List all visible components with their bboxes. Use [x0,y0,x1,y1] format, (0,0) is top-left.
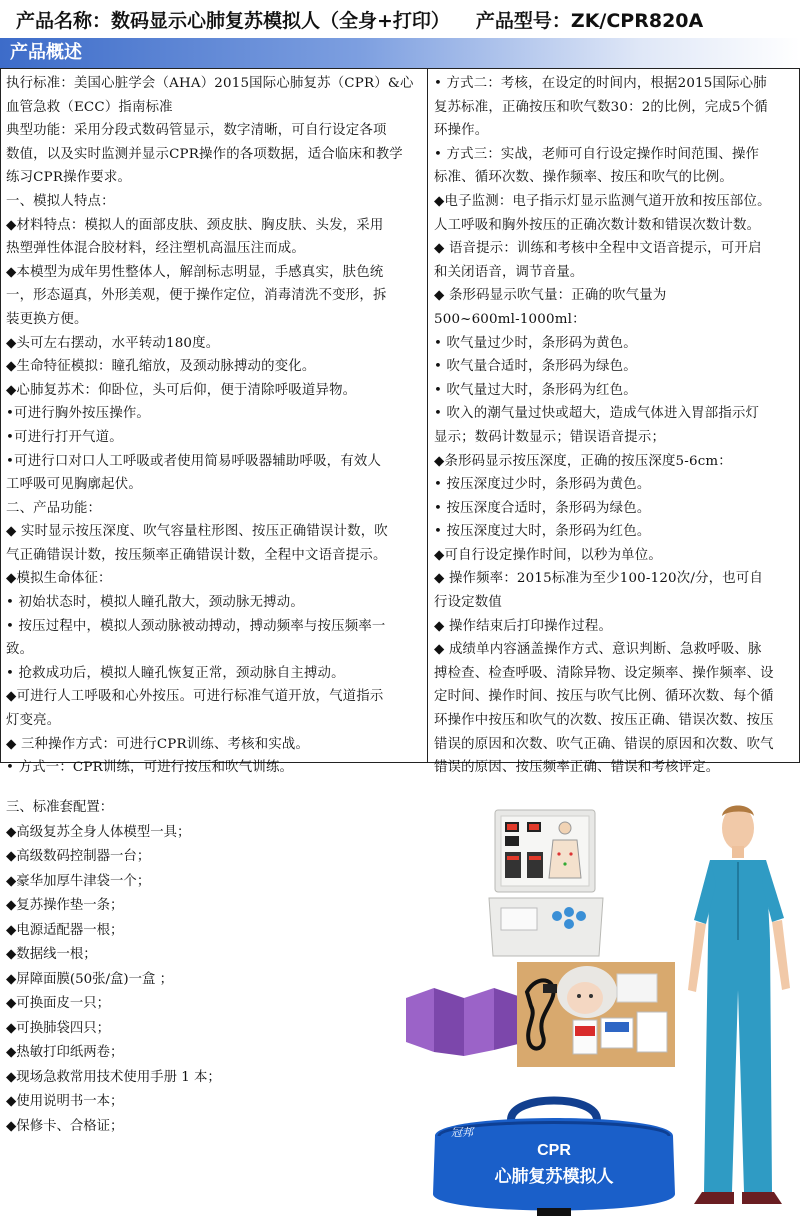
overview-right-line-0: • 方式二：考核，在设定的时间内，根据2015国际心肺 [434,76,767,91]
product-model: 产品型号：ZK/CPR820A [475,10,704,32]
overview-right-line-17: • 按压深度过少时，条形码为黄色。 [434,477,651,493]
accessories-image [517,962,675,1067]
digital-controller-image [487,808,605,958]
overview-right-line-16: ◆条形码显示按压深度，正确的按压深度5-6cm： [434,453,732,469]
overview-left-line-28: ◆ 三种操作方式：可进行CPR训练、考核和实战。 [6,736,310,752]
config-item-1: ◆高级复苏全身人体模型一具； [6,824,191,840]
overview-left-line-8: ◆本模型为成年男性整体人，解剖标志明显，手感真实，肤色统 [6,264,384,280]
overview-left-line-14: •可进行胸外按压操作。 [6,406,151,422]
overview-left-line-19: ◆ 实时显示按压深度、吹气容量柱形图、按压正确错误计数，吹 [6,524,388,540]
overview-right-line-24: ◆ 成绩单内容涵盖操作方式、意识判断、急救呼吸、脉 [434,642,762,658]
overview-left-line-26: ◆可进行人工呼吸和心外按压。可进行标准气道开放，气道指示 [6,689,384,705]
overview-left-line-1: 血管急救（ECC）指南标准 [6,99,173,115]
overview-right-line-10: 500~600ml-1000ml： [434,311,586,327]
overview-left-line-11: ◆头可左右摆动，水平转动180度。 [6,335,220,351]
overview-right-line-27: 环操作中按压和吹气的次数、按压正确、错误次数、按压 [434,713,774,729]
config-item-8: ◆可换面皮一只； [6,996,111,1011]
overview-left-line-7: 热塑弹性体混合胶材料，经注塑机高温压注而成。 [6,241,305,257]
config-item-6: ◆数据线一根； [6,947,97,962]
overview-right-line-13: • 吹气量过大时，条形码为红色。 [434,382,637,398]
overview-left-line-6: ◆材料特点：模拟人的面部皮肤、颈皮肤、胸皮肤、头发，采用 [6,217,384,233]
overview-right-line-12: • 吹气量合适时，条形码为绿色。 [434,359,637,375]
overview-right-line-29: 错误的原因、按压频率正确、错误和考核评定。 [434,760,720,776]
overview-left-line-12: ◆生命特征模拟：瞳孔缩放，及颈动脉搏动的变化。 [6,359,316,375]
overview-left-line-24: 致。 [6,642,34,658]
full-body-manikin-image [680,800,798,1210]
config-item-5: ◆电源适配器一根； [6,922,124,938]
product-name: 产品名称：数码显示心肺复苏模拟人（全身+打印） [16,10,450,32]
overview-left-line-25: • 抢救成功后，模拟人瞳孔恢复正常，颈动脉自主搏动。 [6,665,345,681]
overview-right-line-19: • 按压深度过大时，条形码为红色。 [434,524,651,540]
overview-left-line-21: ◆模拟生命体征： [6,571,112,587]
section-header-overview [0,38,800,68]
overview-left-line-18: 二、产品功能： [6,500,102,516]
overview-left-column [6,72,423,780]
overview-left-line-5: 一、模拟人特点： [6,193,115,209]
overview-left-line-4: 练习CPR操作要求。 [6,170,132,186]
overview-right-line-18: • 按压深度合适时，条形码为绿色。 [434,500,651,516]
overview-left-line-22: • 初始状态时，模拟人瞳孔散大，颈动脉无搏动。 [6,595,304,611]
overview-right-line-7: ◆ 语音提示：训练和考核中全程中文语音提示，可开启 [434,241,762,257]
overview-right-line-3: • 方式三：实战，老师可自行设定操作时间范围、操作 [434,146,760,162]
overview-left-line-23: • 按压过程中，模拟人颈动脉被动搏动，搏动频率与按压频率一 [6,618,386,634]
config-item-13: ◆保修卡、合格证； [6,1118,124,1134]
overview-right-line-8: 和关闭语音，调节音量。 [434,264,584,280]
overview-left-line-29: • 方式一：CPR训练，可进行按压和吹气训练。 [6,760,294,776]
overview-right-line-22: 行设定数值 [434,595,502,611]
overview-right-line-14: • 吹入的潮气量过快或超大，造成气体进入胃部指示灯 [434,406,760,422]
config-item-4: ◆复苏操作垫一条； [6,898,124,913]
product-title-line [16,6,786,36]
standard-configuration-list [6,796,336,1139]
bag-label-name: 心肺复苏模拟人 [494,1167,614,1187]
config-item-0: 三、标准套配置： [6,800,114,815]
overview-left-line-27: 灯变亮。 [6,713,61,729]
overview-left-line-17: 工呼吸可见胸廓起伏。 [6,477,142,493]
overview-right-line-28: 错误的原因和次数、吹气正确、错误的原因和次数、吹气 [434,736,774,752]
oxford-carry-bag-image [425,1090,683,1220]
config-item-9: ◆可换肺袋四只； [6,1020,111,1036]
overview-right-line-11: • 吹气量过少时，条形码为黄色。 [434,335,637,351]
overview-left-line-15: •可进行打开气道。 [6,429,123,445]
cpr-mat-image [400,980,522,1060]
overview-right-column [434,72,796,780]
overview-right-line-6: 人工呼吸和胸外按压的正确次数计数和错误次数计数。 [434,217,761,233]
overview-right-line-15: 显示；数码计数显示；错误语音提示； [434,429,666,445]
overview-right-line-20: ◆可自行设定操作时间，以秒为单位。 [434,547,662,563]
bag-label-cpr: CPR [537,1142,571,1159]
overview-right-line-5: ◆电子监测：电子指示灯显示监测气道开放和按压部位。 [434,193,771,209]
config-item-3: ◆豪华加厚牛津袋一个； [6,873,151,889]
overview-right-line-9: ◆ 条形码显示吹气量：正确的吹气量为 [434,288,667,304]
overview-left-line-0: 执行标准：美国心脏学会（AHA）2015国际心肺复苏（CPR）&心 [6,76,414,91]
section-title: 产品概述 [10,42,82,63]
overview-left-line-3: 数值，以及实时监测并显示CPR操作的各项数据，适合临床和教学 [6,146,403,162]
config-item-12: ◆使用说明书一本； [6,1094,124,1109]
overview-right-line-1: 复苏标准，正确按压和吹气数30：2的比例，完成5个循 [434,99,768,115]
config-item-2: ◆高级数码控制器一台； [6,849,151,864]
overview-left-line-10: 装更换方便。 [6,311,88,327]
column-divider [427,68,428,763]
bag-logo: 冠邦 [451,1126,473,1139]
config-item-10: ◆热敏打印纸两卷； [6,1045,124,1060]
overview-right-line-26: 定时间、操作时间、按压与吹气比例、循环次数、每个循 [434,689,774,705]
overview-right-line-21: ◆ 操作频率：2015标准为至少100-120次/分，也可自 [434,571,764,587]
overview-left-line-9: 一，形态逼真，外形美观，便于操作定位，消毒清洗不变形，拆 [6,288,387,304]
overview-left-line-2: 典型功能：采用分段式数码管显示，数字清晰，可自行设定各项 [6,123,387,139]
overview-left-line-16: •可进行口对口人工呼吸或者使用简易呼吸器辅助呼吸，有效人 [6,453,382,469]
overview-left-line-13: ◆心肺复苏术：仰卧位，头可后仰，便于清除呼吸道异物。 [6,382,357,398]
config-item-7: ◆屏障面膜(50张/盒)一盒 ； [6,971,174,987]
overview-right-line-23: ◆ 操作结束后打印操作过程。 [434,618,613,634]
overview-right-line-2: 环操作。 [434,123,489,139]
overview-left-line-20: 气正确错误计数，按压频率正确错误计数，全程中文语音提示。 [6,547,387,563]
overview-right-line-4: 标准、循环次数、操作频率、按压和吹气的比例。 [434,170,733,186]
overview-right-line-25: 搏检查、检查呼吸、清除异物、设定频率、操作频率、设 [434,665,774,681]
config-item-11: ◆现场急救常用技术使用手册 1 本； [6,1069,221,1085]
